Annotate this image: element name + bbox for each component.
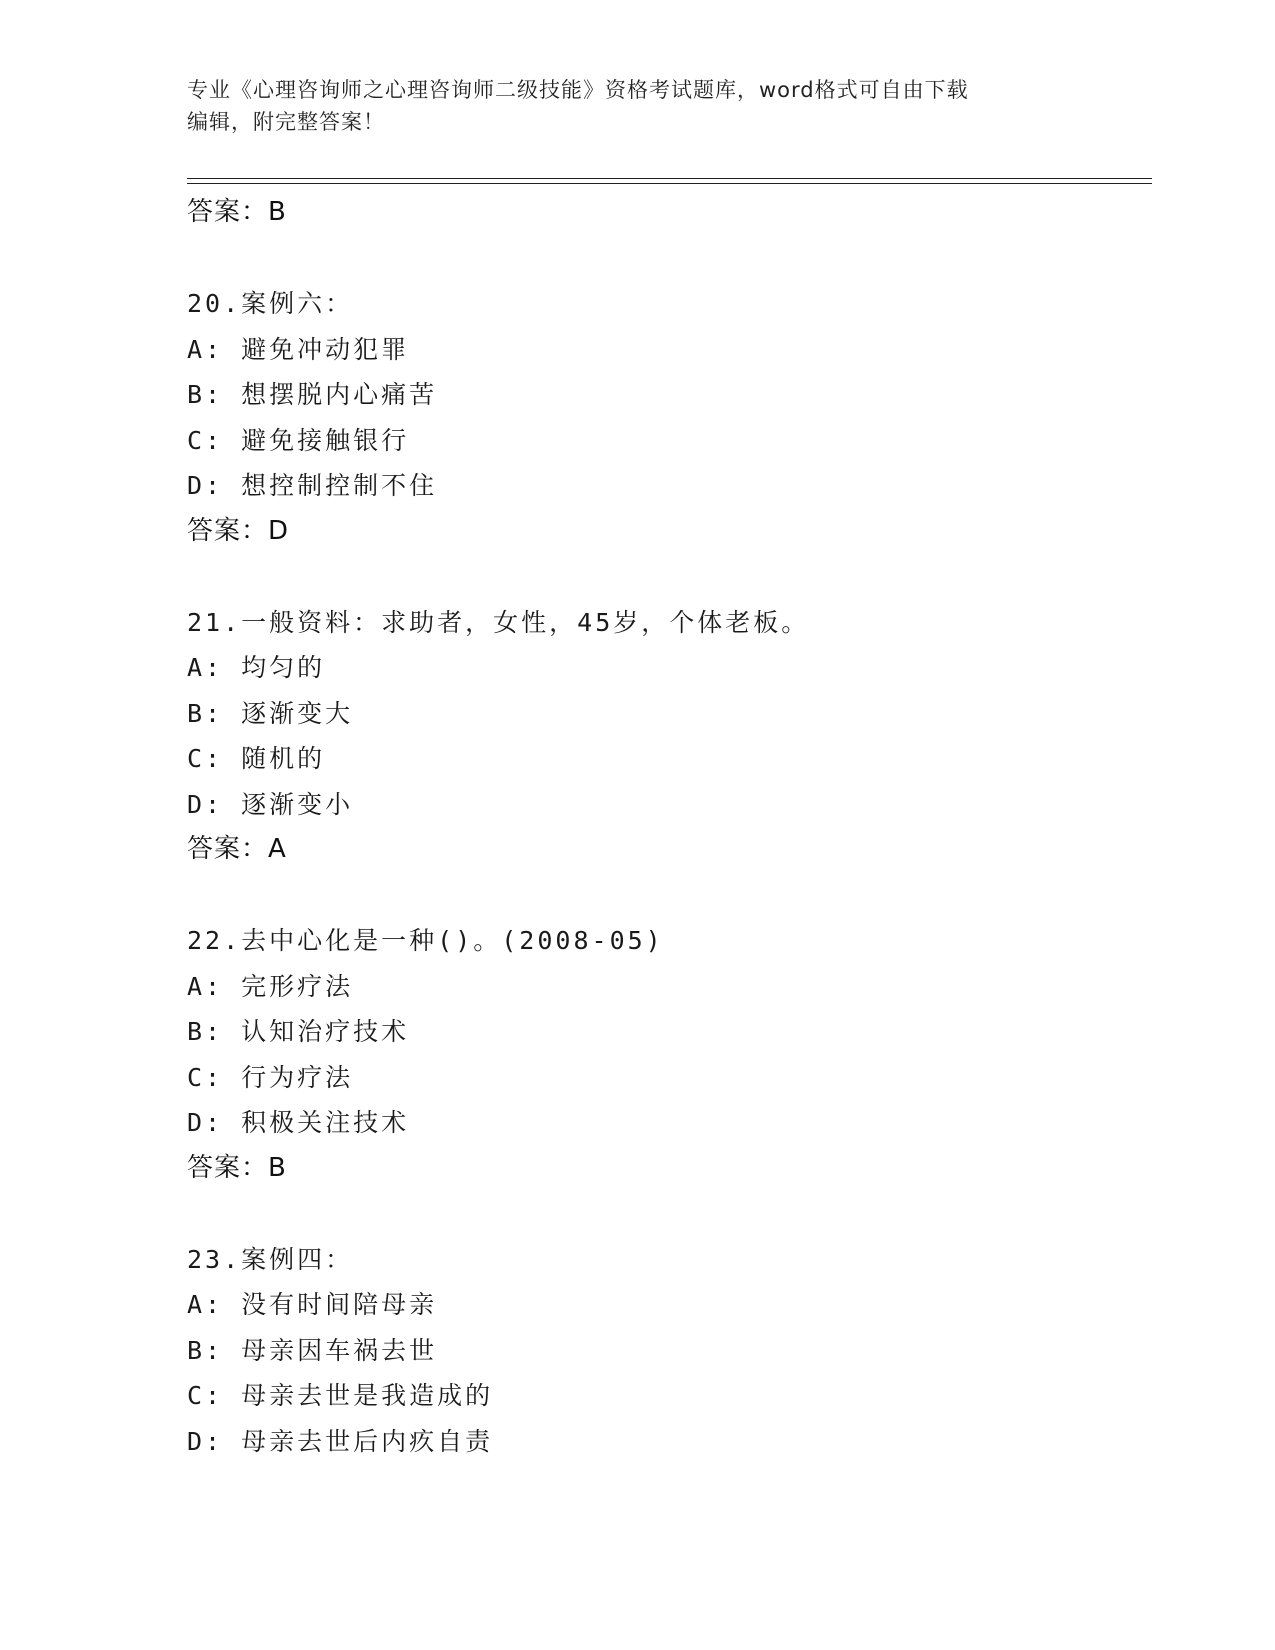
question-title: 23.案例四： bbox=[187, 1244, 354, 1274]
answer-line: 答案：B bbox=[187, 1152, 287, 1183]
answer-line: 答案：D bbox=[187, 515, 290, 546]
answer-line: 答案：B bbox=[187, 197, 287, 227]
spacer bbox=[187, 873, 1147, 919]
option-b: B: 认知治疗技术 bbox=[187, 1017, 410, 1046]
header-line-2: 编辑，附完整答案！ bbox=[187, 110, 385, 134]
document-header bbox=[187, 74, 1087, 138]
option-a: A: 没有时间陪母亲 bbox=[187, 1290, 438, 1319]
option-c: C: 避免接触银行 bbox=[187, 425, 410, 455]
question-title: 20.案例六： bbox=[187, 289, 354, 318]
option-a: A: 均匀的 bbox=[187, 653, 326, 682]
header-rule-bottom bbox=[187, 183, 1152, 184]
option-b: B: 逐渐变大 bbox=[187, 698, 354, 728]
option-d: D: 母亲去世后内疚自责 bbox=[187, 1426, 494, 1456]
option-a: A: 避免冲动犯罪 bbox=[187, 334, 410, 364]
option-c: C: 母亲去世是我造成的 bbox=[187, 1381, 494, 1410]
option-d: D: 积极关注技术 bbox=[187, 1108, 410, 1137]
header-rule-top bbox=[187, 178, 1152, 179]
spacer bbox=[187, 554, 1147, 600]
question-title: 21.一般资料：求助者，女性，45岁，个体老板。 bbox=[187, 607, 810, 637]
option-c: C: 随机的 bbox=[187, 744, 326, 773]
answer-line: 答案：A bbox=[187, 834, 287, 864]
option-b: B: 母亲因车祸去世 bbox=[187, 1335, 438, 1365]
spacer bbox=[187, 1191, 1147, 1237]
option-d: D: 想控制控制不住 bbox=[187, 471, 438, 500]
question-list bbox=[187, 190, 1147, 1464]
header-line-1: 专业《心理咨询师之心理咨询师二级技能》资格考试题库，word格式可自由下载 bbox=[187, 78, 969, 102]
spacer bbox=[187, 236, 1147, 282]
option-a: A: 完形疗法 bbox=[187, 971, 354, 1001]
question-title: 22.去中心化是一种()。(2008-05) bbox=[187, 926, 664, 955]
option-d: D: 逐渐变小 bbox=[187, 789, 354, 819]
option-c: C: 行为疗法 bbox=[187, 1062, 354, 1092]
option-b: B: 想摆脱内心痛苦 bbox=[187, 380, 438, 409]
